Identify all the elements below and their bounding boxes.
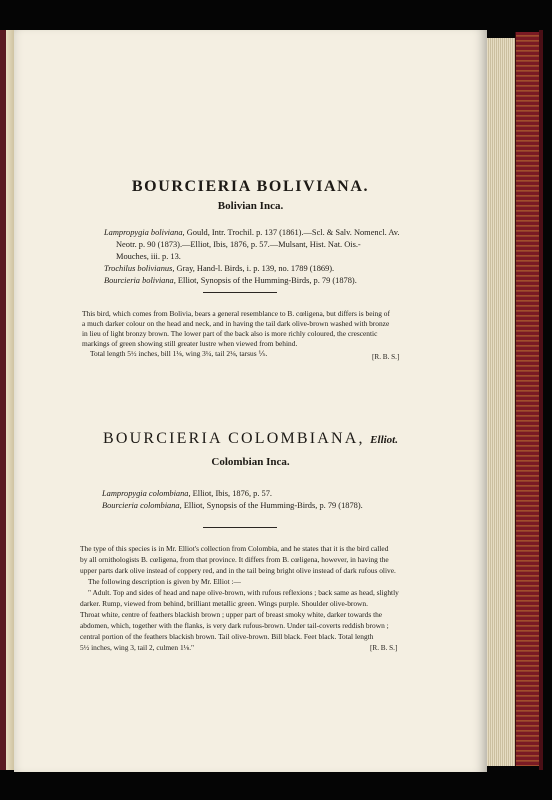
species2-description-line: Throat white, centre of feathers blackish brown ; upper part of breast smoky white, darker towards the	[80, 610, 383, 619]
species1-common-name: Bolivian Inca.	[217, 200, 284, 212]
species2-title: BOURCIERIA COLOMBIANA, Elliot.	[103, 430, 398, 447]
right-cover-gilt-edge	[515, 32, 540, 766]
species1-signature: [R. B. S.]	[372, 353, 400, 361]
species1-synonymy-line: Bourcieria boliviana, Elliot, Synopsis of the Humming-Birds, p. 79 (1878).	[104, 276, 357, 285]
species2-description-line: central portion of the feathers blackish brown. Tail olive-brown. Bill black. Feet black. Total length	[80, 632, 374, 641]
species2-synonymy-line: Lampropygia colombiana, Elliot, Ibis, 1876, p. 57.	[102, 489, 272, 498]
species2-common-name: Colombian Inca.	[211, 456, 290, 468]
species1-description-line: markings of green showing still greater lustre when viewed from behind.	[82, 339, 298, 348]
species1-synonymy-line: Mouches, iii. p. 13.	[116, 252, 181, 261]
species2-description-line: The type of this species is in Mr. Elliot's collection from Colombia, and he states that it is the bird called	[80, 544, 389, 553]
species2-description-line: " Adult. Top and sides of head and nape olive-brown, with rufous reflexions ; back same as head, slightly	[88, 588, 399, 597]
section-divider	[203, 527, 277, 528]
left-page-edge	[6, 30, 14, 770]
species1-synonymy-line: Trochilus bolivianus, Gray, Hand-l. Birds, i. p. 139, no. 1789 (1869).	[104, 264, 335, 273]
species2-description-line: by all ornithologists B. cœligena, from that province. It differs from B. cœligena, however, in having the	[80, 555, 389, 564]
species2-description-line: abdomen, which, together with the flanks, is very dark rufous-brown. Under tail-coverts reddish brown ;	[80, 621, 389, 630]
species1-description-line: a much darker colour on the head and neck, and in having the tail dark olive-brown washed with bronze	[82, 319, 390, 328]
species1-description-line: in lieu of light bronzy brown. The lower part of the back also is more richly coloured, the crescentic	[82, 329, 378, 338]
species1-title: BOURCIERIA BOLIVIANA.	[131, 178, 370, 195]
species2-description-line: upper parts dark olive instead of coppery red, and in the tail being bright olive instead of dark rufous olive.	[80, 566, 396, 575]
page-content	[14, 30, 487, 772]
species2-synonymy-line: Bourcieria colombiana, Elliot, Synopsis of the Humming-Birds, p. 79 (1878).	[102, 501, 363, 510]
species1-description-line: Total length 5½ inches, bill 1⅛, wing 3¼, tail 2⅛, tarsus ⅕.	[90, 349, 268, 358]
right-cover-outer	[539, 30, 543, 770]
species2-description-line: The following description is given by Mr. Elliot :—	[88, 577, 241, 586]
species1-synonymy-line: Neotr. p. 90 (1873).—Elliot, Ibis, 1876, p. 57.—Mulsant, Hist. Nat. Ois.-	[116, 240, 361, 249]
section-divider	[203, 292, 277, 293]
species1-description-line: This bird, which comes from Bolivia, bears a general resemblance to B. cœligena, but differs is being of	[82, 309, 390, 318]
page-stack-edge	[487, 38, 515, 766]
species2-signature: [R. B. S.]	[370, 644, 398, 652]
species2-description-line: darker. Rump, viewed from behind, brilliant metallic green. Wings purple. Shoulder olive-brown.	[80, 599, 368, 608]
species1-synonymy-line: Lampropygia boliviana, Gould, Intr. Trochil. p. 137 (1861).—Scl. & Salv. Nomencl. Av.	[104, 228, 400, 237]
species2-description-line: 5½ inches, wing 3, tail 2, culmen 1⅛."	[80, 643, 195, 652]
